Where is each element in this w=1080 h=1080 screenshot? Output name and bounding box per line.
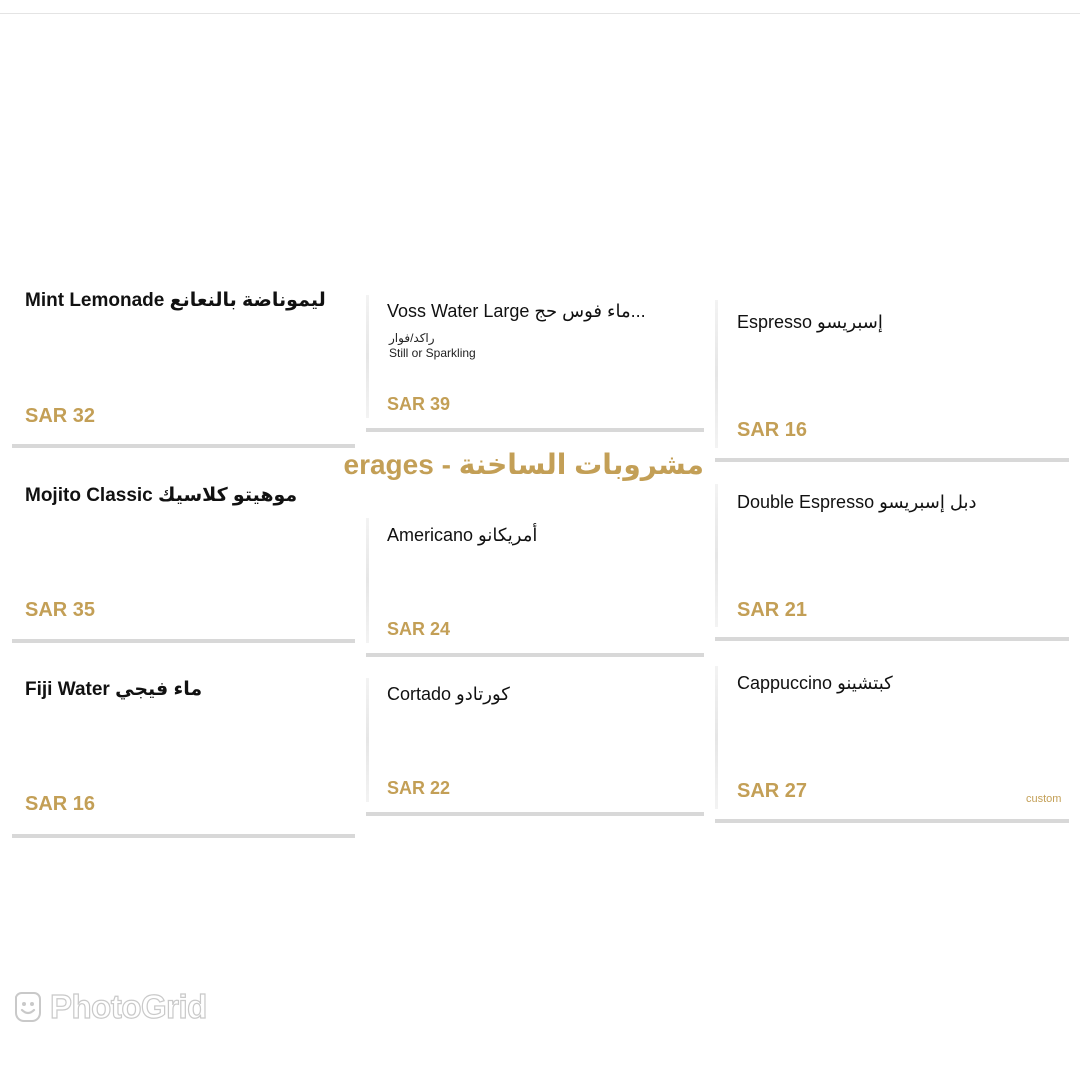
item-price: SAR 16: [25, 793, 96, 815]
item-price: SAR 35: [25, 599, 96, 621]
photogrid-logo-icon: [12, 991, 44, 1023]
menu-item-fiji-water[interactable]: [12, 656, 355, 838]
section-title-hot-beverages: [343, 444, 704, 488]
menu-item-mojito-classic[interactable]: [12, 462, 355, 643]
card-edge: [366, 518, 369, 643]
item-description-ar: راكد/فوار: [389, 331, 435, 345]
card-edge: [366, 678, 369, 802]
card-edge: [715, 484, 718, 627]
menu-item-double-espresso[interactable]: [715, 474, 1069, 641]
menu-item-cappuccino[interactable]: [715, 656, 1069, 823]
item-price: SAR 22: [387, 778, 451, 798]
item-description-en: Still or Sparkling: [389, 346, 476, 360]
item-name: Mint Lemonade ليموناضة بالنعانع: [25, 290, 326, 311]
item-name: Espresso إسبريسو: [737, 312, 883, 332]
card-edge: [715, 666, 718, 809]
custom-label: custom: [1026, 793, 1062, 805]
item-name: Double Espresso دبل إسبريسو: [737, 492, 977, 512]
menu-item-espresso[interactable]: [715, 290, 1069, 462]
watermark-text: PhotoGrid: [50, 988, 207, 1025]
item-name: Cortado كورتادو: [387, 684, 510, 704]
top-divider: [0, 13, 1080, 14]
item-price: SAR 21: [737, 599, 808, 621]
item-name: Mojito Classic موهيتو كلاسيك: [25, 485, 298, 506]
menu-item-voss-water[interactable]: [366, 285, 704, 432]
menu-item-americano[interactable]: [366, 508, 704, 657]
card-edge: [715, 300, 718, 448]
card-edge: [366, 295, 369, 418]
item-name: Americano أمريكانو: [387, 525, 538, 545]
item-price: SAR 27: [737, 780, 808, 802]
item-price: SAR 24: [387, 619, 451, 639]
item-name: Fiji Water ماء فيجي: [25, 679, 203, 700]
menu-item-mint-lemonade[interactable]: [12, 268, 355, 448]
menu-item-cortado[interactable]: [366, 668, 704, 816]
item-name: Cappuccino كبتشينو: [737, 673, 893, 693]
item-price: SAR 32: [25, 405, 96, 427]
item-price: SAR 39: [387, 394, 451, 414]
item-price: SAR 16: [737, 419, 808, 441]
photogrid-watermark: [12, 988, 207, 1026]
section-title-text: erages - مشروبات الساخنة: [343, 449, 704, 480]
item-name: Voss Water Large ماء فوس حج...: [387, 301, 646, 321]
